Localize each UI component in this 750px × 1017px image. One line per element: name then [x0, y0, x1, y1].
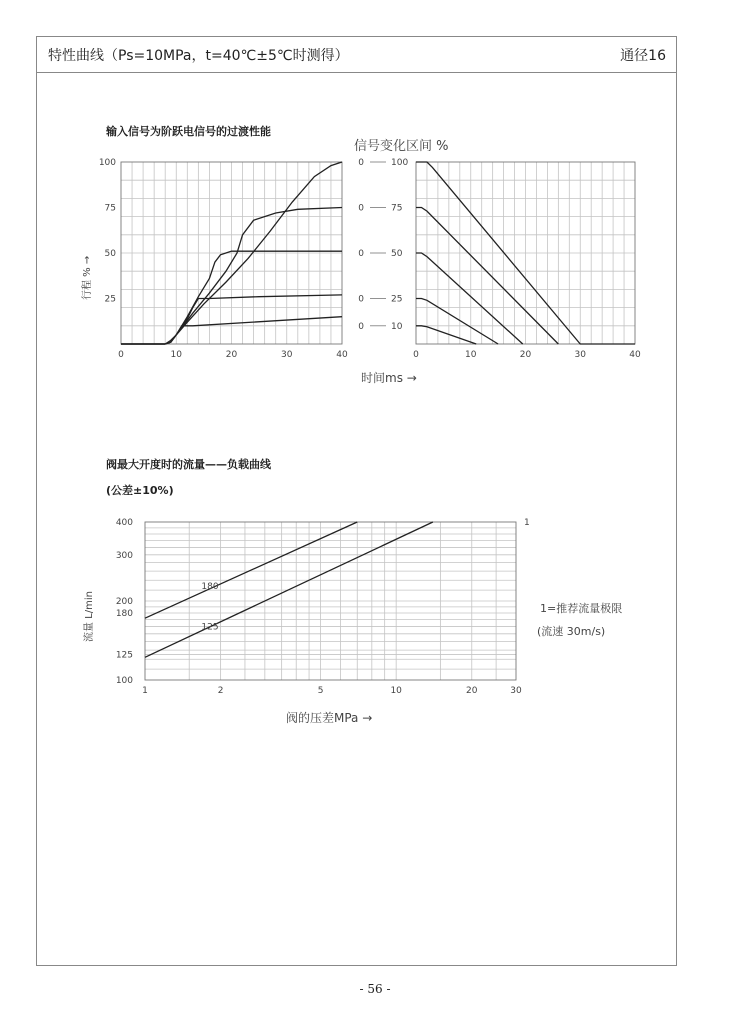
chart2-range-from: 0 — [358, 203, 364, 214]
chart1-x-tick: 40 — [336, 350, 348, 360]
chart2-x-tick: 40 — [629, 350, 641, 360]
chart2-title: 信号变化区间 % — [354, 139, 449, 154]
chart3-subtitle: (公差±10%) — [106, 484, 174, 497]
chart1-x-tick: 20 — [225, 350, 238, 360]
chart3-y-tick: 400 — [115, 518, 133, 528]
chart3-series-label: 180 — [201, 582, 219, 593]
chart3-y-tick: 100 — [115, 676, 133, 686]
chart3-y-tick: 200 — [115, 597, 133, 607]
chart3-series-line — [145, 522, 433, 657]
chart2-range-to: 10 — [391, 321, 403, 332]
nominal-size-label: 通径16 — [620, 48, 666, 64]
chart2-range-from: 0 — [358, 249, 364, 259]
chart3-x-tick: 30 — [510, 686, 522, 696]
chart2-range-from: 0 — [358, 321, 364, 332]
chart1-y-tick: 25 — [104, 294, 116, 305]
chart1-x-tick: 30 — [281, 350, 293, 360]
chart1-y-tick: 100 — [98, 158, 116, 168]
chart2-range-from: 0 — [358, 158, 364, 168]
chart3-y-tick: 125 — [115, 650, 133, 661]
chart3-x-tick: 5 — [317, 686, 324, 696]
chart2-x-tick: 20 — [519, 350, 532, 360]
chart2-series-line — [416, 326, 476, 344]
chart3-limit-marker: 1 — [524, 518, 530, 528]
chart3-series-label: 125 — [201, 622, 219, 633]
chart3-y-tick: 300 — [115, 550, 133, 561]
chart2-range-to: 75 — [391, 203, 403, 214]
chart3-x-label: 阀的压差MPa → — [286, 711, 373, 725]
chart1-title: 输入信号为阶跃电信号的过渡性能 — [106, 125, 271, 138]
chart3-x-tick: 2 — [217, 686, 224, 696]
chart1-y-tick: 75 — [104, 203, 116, 214]
chart3-note-line2: (流速 30m/s) — [537, 625, 606, 638]
chart2-series-line — [416, 208, 558, 345]
chart2-range-to: 100 — [391, 158, 409, 168]
page-title: 特性曲线（Ps=10MPa，t=40℃±5℃时测得） — [48, 48, 349, 64]
chart2-x-tick: 0 — [413, 350, 419, 360]
chart2-range-to: 25 — [391, 294, 403, 305]
chart1-x-tick: 0 — [118, 350, 124, 360]
chart3-x-tick: 10 — [390, 686, 402, 696]
chart3-y-label: 流量 L/min — [84, 591, 95, 642]
chart3-note-line1: 1=推荐流量极限 — [540, 602, 623, 615]
chart2-x-tick: 10 — [465, 350, 477, 360]
chart3-y-tick: 180 — [115, 609, 133, 620]
chart2-series-line — [416, 253, 523, 344]
chart2-x-tick: 30 — [574, 350, 586, 360]
chart2-range-to: 50 — [391, 249, 403, 259]
page-number: - 56 - — [359, 982, 391, 996]
chart1-x-tick: 10 — [170, 350, 182, 360]
chart1-y-tick: 50 — [104, 249, 116, 259]
chart3-x-tick: 20 — [466, 686, 478, 696]
chart3-series-line — [145, 522, 357, 618]
chart3-x-tick: 1 — [142, 686, 148, 696]
chart3-title: 阀最大开度时的流量——负载曲线 — [106, 458, 271, 471]
chart12-x-label: 时间ms → — [361, 371, 417, 385]
chart1-y-label: 行程 % → — [82, 255, 93, 300]
chart2-range-from: 0 — [358, 294, 364, 305]
